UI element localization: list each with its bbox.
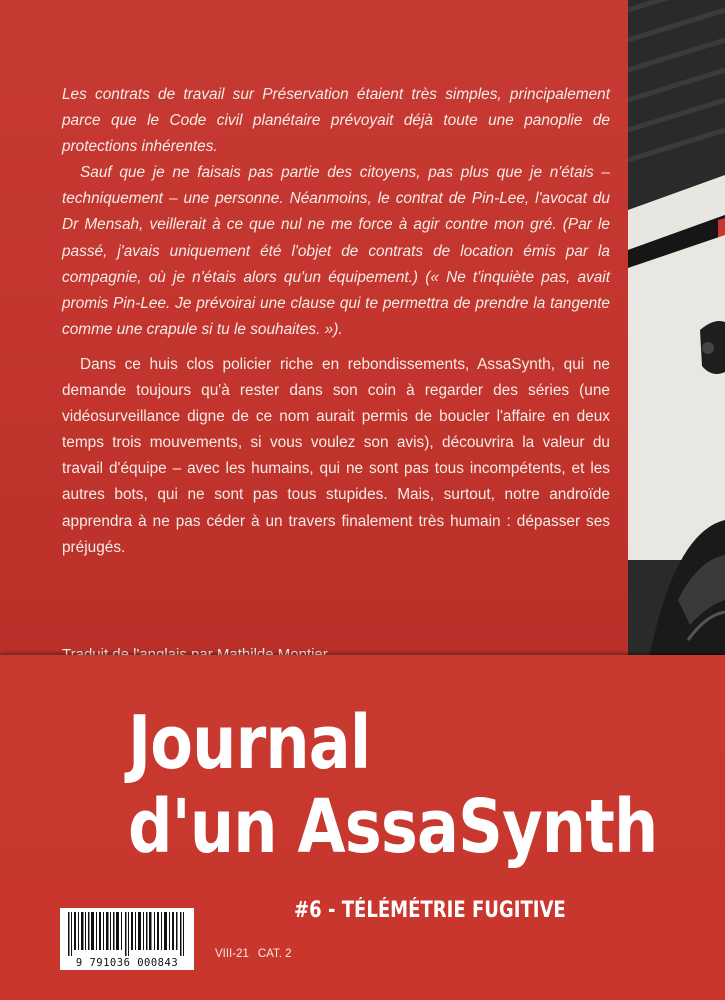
book-title-line-1: Journal [128, 700, 371, 786]
barcode [60, 908, 194, 970]
book-title-line-2: d'un AssaSynth [128, 784, 658, 870]
barcode-bars-image [60, 908, 194, 958]
volume-subtitle: #6 - TÉLÉMÉTRIE FUGITIVE [294, 898, 566, 923]
blurb-summary-paragraph: Dans ce huis clos policier riche en rebondissements, AssaSynth, qui ne demande toujours qu'à rester dans son coin à regarder des séries (une vidéosurveillance digne de ce nom aurait permis de boucler l'affaire en deux temps trois mouvements, si vous voulez son avis), découvrira la valeur du travail d'équipe – avec les humains, qui ne sont pas tous incompétents, et les autres bots, qui ne sont pas tous stupides. Mais, surtout, notre androïde apprendra à ne pas céder à un travers finalement très humain : dépasser ses préjugés. [62, 355, 610, 556]
blurb-quote-paragraph-2: Sauf que je ne faisais pas partie des citoyens, pas plus que je n'étais – techniquement – une personne. Néanmoins, le contrat de Pin-Lee, l'avocat du Dr Mensah, veillerait à ce que nul ne me force à agir contre mon gré. (Par le passé, j'avais uniquement été l'objet de contrats de location émis par la compagnie, où je n'étais alors qu'un équipement.) (« Ne t'inquiète pas, avait promis Pin-Lee. Je prévoirai une clause qui te permettra de prendre la tangente comme une crapule si tu le souhaites. »). [62, 164, 610, 338]
isbn-number: 9 791036 000843 [75, 957, 179, 969]
edition-code: VIII-21 [215, 948, 249, 960]
edition-codes [215, 948, 301, 960]
cover-art-strip [628, 0, 725, 660]
blurb-quote-paragraph-1: Les contrats de travail sur Préservation étaient très simples, principalement parce que le Code civil planétaire prévoyait déjà toute une panoplie de protections inhérentes. [62, 86, 610, 156]
category-code: CAT. 2 [257, 948, 292, 960]
android-art-image [628, 0, 725, 660]
back-cover-blurb [62, 82, 610, 561]
